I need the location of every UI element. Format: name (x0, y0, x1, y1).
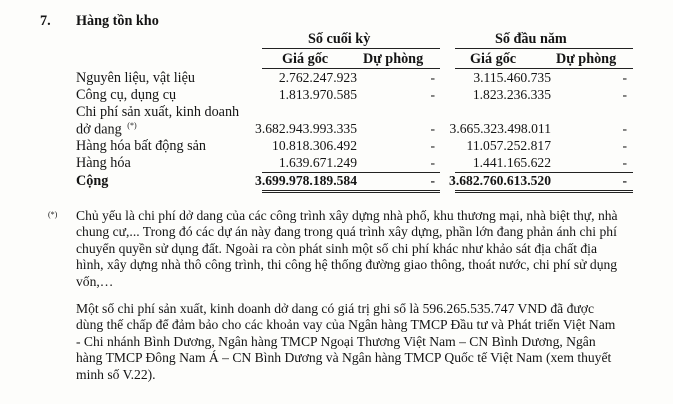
paragraph-line: dùng thế chấp để đảm bảo cho các khoản vay của Ngân hàng TMCP Đầu tư và Phát triển Việt Nam (76, 317, 616, 333)
col-provision-end: Dự phòng (363, 51, 424, 67)
footnote-line: chung cư,... Trong đó các dự án này đang trong quá trình xây dựng, phần lớn đang phản ánh chi phí (76, 224, 617, 240)
row-end-provision: - (430, 70, 435, 85)
col-cost-begin: Giá gốc (470, 51, 517, 67)
footnote-line: Chủ yếu là chi phí dở dang của các công trình xây dựng nhà phố, khu thương mại, nhà biệt thự, nhà (76, 208, 618, 223)
row-begin-provision: - (622, 121, 627, 136)
group-header-begin: Số đầu năm (495, 31, 567, 47)
section-title: Hàng tồn kho (76, 13, 159, 29)
row-begin-cost: 3.115.460.735 (473, 70, 551, 85)
row-label: Hàng hóa bất động sản (76, 138, 207, 154)
header-underline-begin (455, 68, 633, 69)
col-cost-end: Giá gốc (282, 51, 329, 67)
total-begin-cost: 3.682.760.613.520 (449, 173, 551, 188)
row-label: Nguyên liệu, vật liệu (76, 70, 195, 86)
total-label: Cộng (76, 173, 109, 189)
row-begin-provision: - (622, 138, 627, 153)
group-underline-end (262, 48, 440, 49)
total-underline-begin-1 (455, 190, 633, 191)
row-label-line2 (76, 121, 137, 139)
total-underline-end-2 (262, 192, 440, 193)
row-end-provision: - (430, 138, 435, 153)
row-end-cost: 1.813.970.585 (278, 87, 357, 102)
total-end-cost: 3.699.978.189.584 (255, 173, 357, 188)
row-begin-provision: - (622, 87, 627, 102)
row-begin-cost: 11.057.252.817 (466, 138, 551, 153)
footnote-line: vốn,… (76, 273, 114, 289)
paragraph-line: hàng TMCP Đông Nam Á – CN Bình Dương và Ngân hàng TMCP Quốc tế Việt Nam (xem thuyết (76, 350, 612, 366)
footnote-mark: (*) (48, 210, 58, 219)
row-end-cost: 1.639.671.249 (278, 155, 357, 170)
paragraph-line: Một số chi phí sản xuất, kinh doanh dở dang có giá trị ghi sổ là 596.265.535.747 VND đã được (76, 301, 594, 316)
section-number: 7. (40, 13, 51, 29)
row-begin-cost: 1.441.165.622 (472, 155, 551, 170)
header-underline-end (262, 68, 440, 69)
row-label-text: dở dang (76, 121, 122, 138)
total-underline-end-1 (262, 190, 440, 191)
footnote-line: chuyển quyền sử dụng đất. Ngoài ra còn phát sinh một số chi phí khác như khảo sát địa chất địa (76, 240, 597, 256)
row-end-cost: 3.682.943.993.335 (255, 121, 357, 136)
row-end-provision: - (430, 155, 435, 170)
paragraph-line: - Chi nhánh Bình Dương, Ngân hàng TMCP Ngoại Thương Việt Nam – CN Bình Dương, Ngân (76, 333, 596, 349)
paragraph-line: minh số V.22). (76, 366, 156, 382)
pledge-paragraph (76, 301, 632, 383)
row-end-cost: 2.762.247.923 (278, 70, 357, 85)
footnote-line: hình, xây dựng nhà thô công trình, thi công hệ thống đường giao thông, thoát nước, chi phí sử dụng (76, 257, 618, 273)
group-underline-begin (455, 48, 633, 49)
total-underline-begin-2 (455, 192, 633, 193)
row-end-cost: 10.818.306.492 (272, 138, 357, 153)
row-begin-cost: 1.823.236.335 (472, 87, 551, 102)
total-end-provision: - (430, 173, 435, 188)
row-begin-provision: - (622, 70, 627, 85)
row-end-provision: - (430, 87, 435, 102)
footnote-text (76, 208, 632, 290)
row-end-provision: - (430, 121, 435, 136)
col-provision-begin: Dự phòng (556, 51, 617, 67)
row-label: Công cụ, dụng cụ (76, 87, 177, 103)
row-begin-provision: - (622, 155, 627, 170)
total-begin-provision: - (622, 173, 627, 188)
footnote-marker: (*) (127, 121, 137, 130)
row-label: Hàng hóa (76, 155, 131, 171)
row-begin-cost: 3.665.323.498.011 (449, 121, 551, 136)
group-header-end: Số cuối kỳ (308, 31, 371, 47)
row-label-line1: Chi phí sản xuất, kinh doanh (76, 104, 240, 120)
